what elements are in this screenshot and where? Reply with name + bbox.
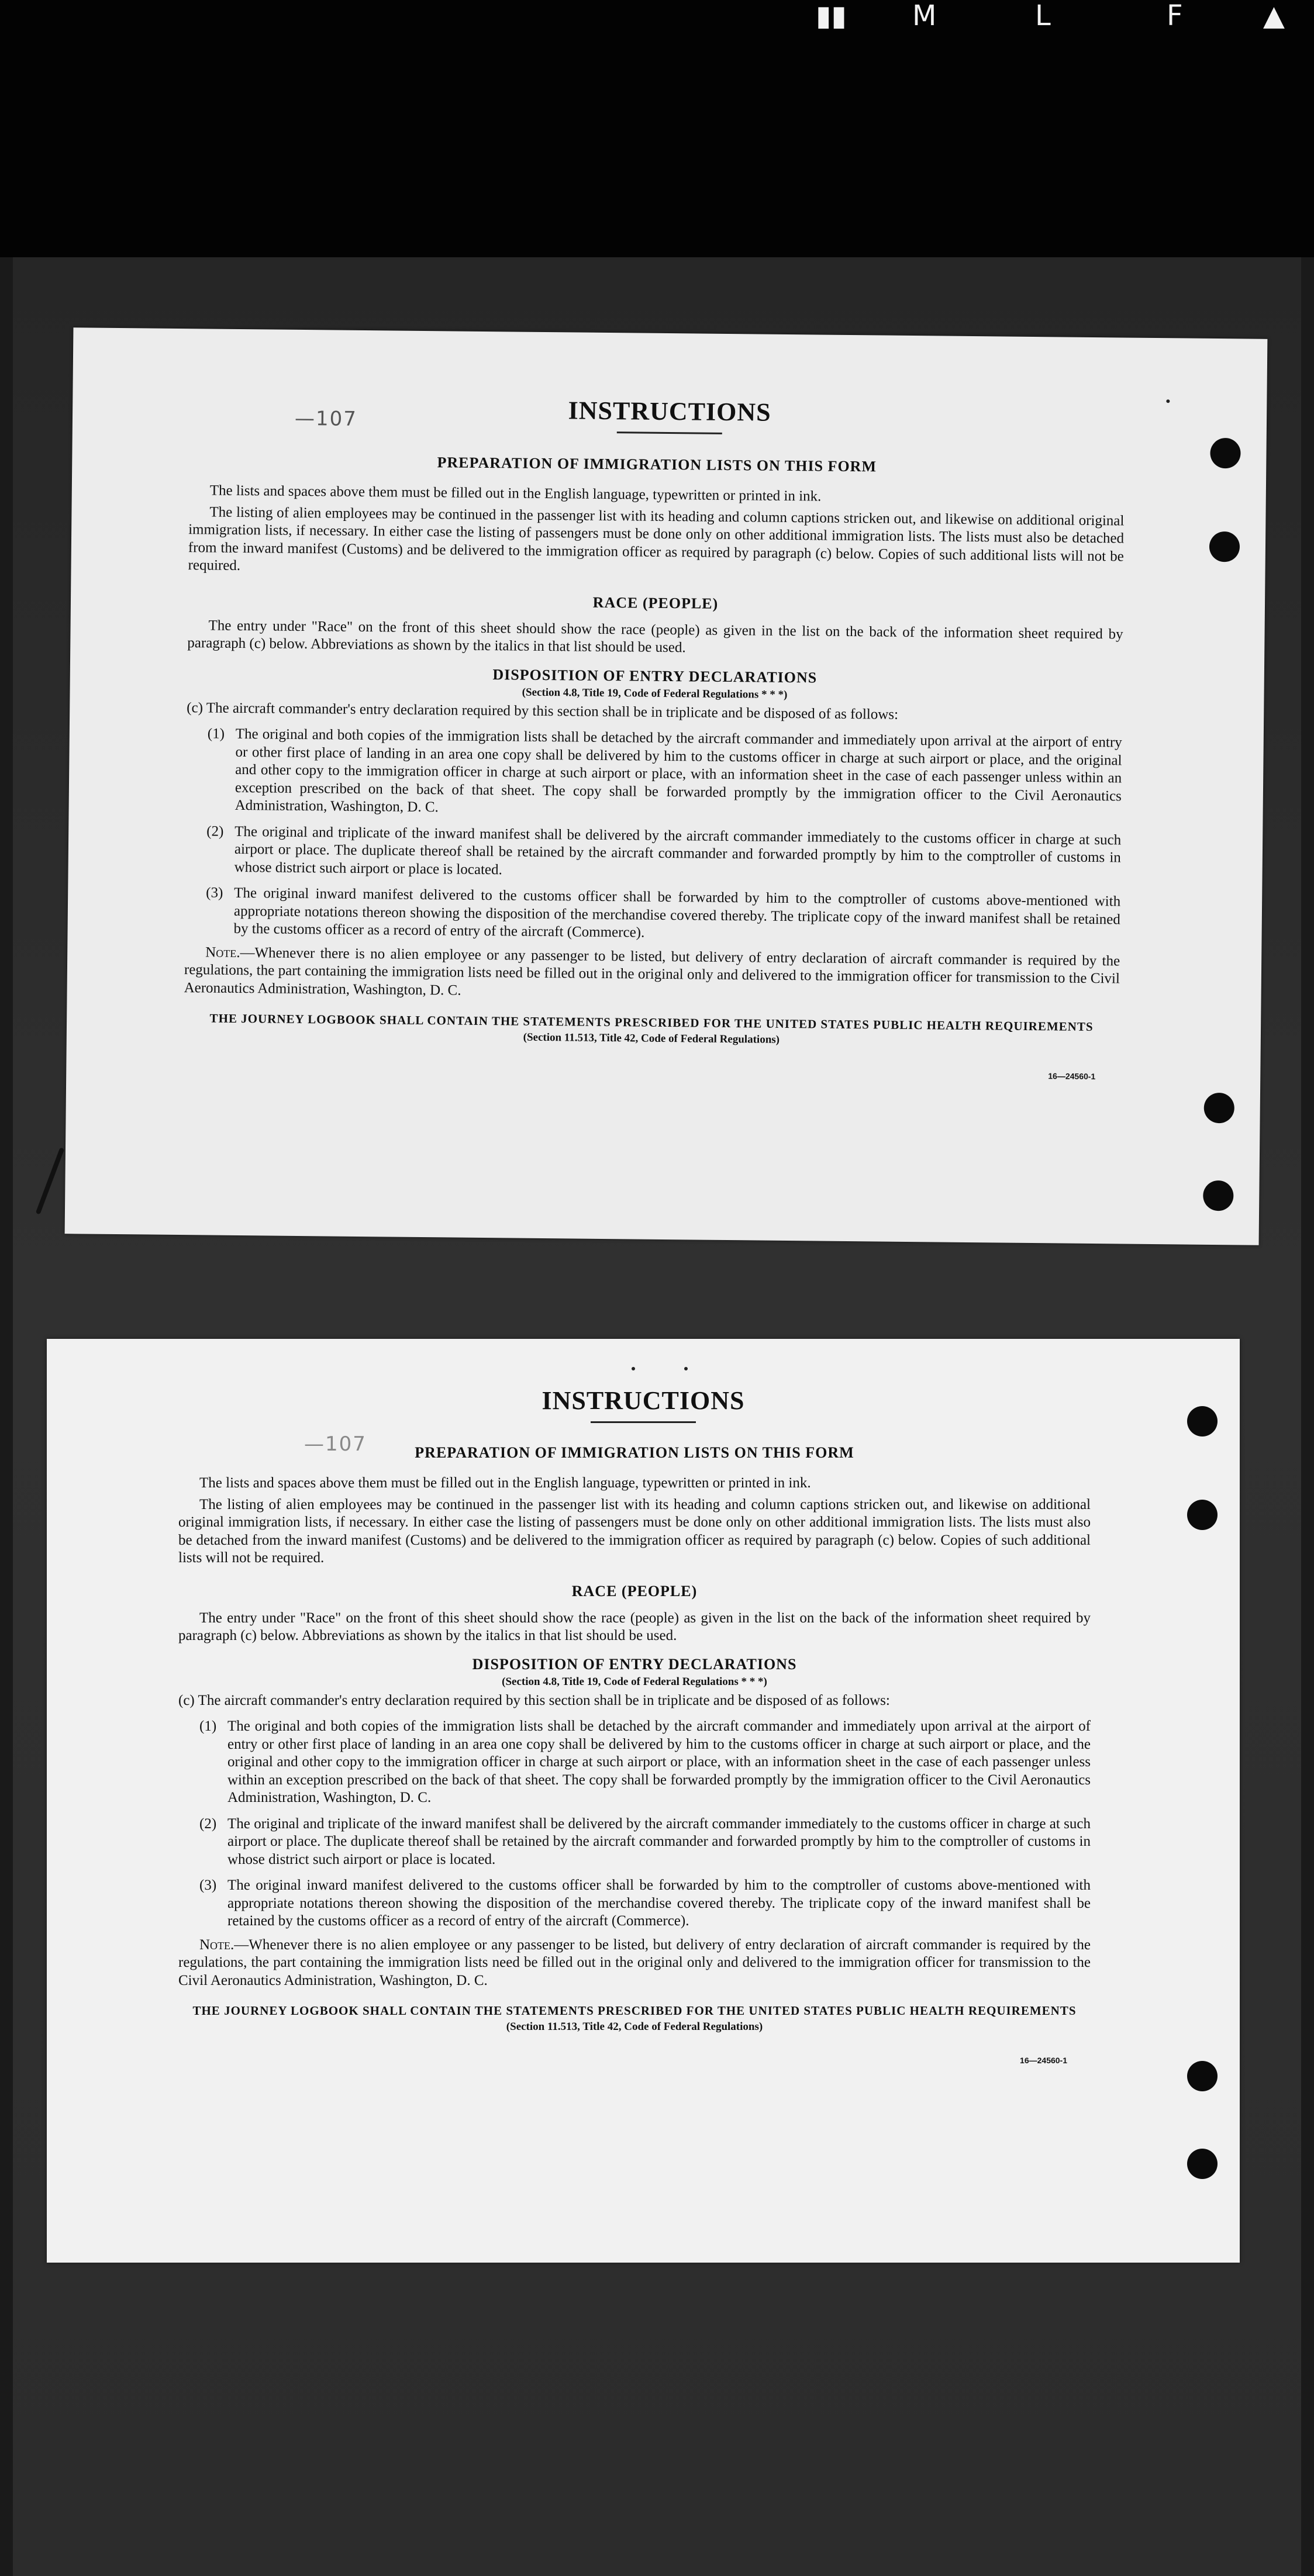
punch-hole — [1187, 1500, 1218, 1530]
note-label: Note. — [199, 1936, 234, 1953]
section-citation: (Section 4.8, Title 19, Code of Federal Regulations * * *) — [522, 686, 788, 701]
list-item — [205, 884, 1120, 947]
film-mark-m: M — [912, 0, 937, 32]
list-item-text: The original and both copies of the immigration lists shall be detached by the aircraft commander and immediately upon arrival at the airport of entry or other first place of landing in an area one copy shall be delivered by him to the customs officer in charge at such airport or place, and the original and other copy to the immigration officer in charge at such airport or place, with an information sheet in the case of each passenger unless within an exception prescribed on the back of that sheet. The copy shall be forwarded promptly by the immigration officer to the Civil Aeronautics Administration, Washington, D. C. — [234, 726, 1122, 816]
list-item-text: The original and triplicate of the inward manifest shall be delivered by the aircraft commander immediately to the customs officer in charge at such airport or place. The duplicate thereof shall be retained by the aircraft commander and forwarded promptly by him to the comptroller of customs in whose district such airport or place is located. — [234, 823, 1122, 878]
list-item — [199, 1815, 1091, 1869]
paragraph: The entry under "Race" on the front of this sheet should show the race (people) as given in the list on the back of the information sheet required by paragraph (c) below. Abbreviations as shown by the italics in that list should be used. — [178, 1610, 1091, 1643]
specks — [632, 1367, 635, 1370]
paragraph: (c) The aircraft commander's entry declaration required by this section shall be in triplicate and be disposed of as follows: — [178, 1692, 890, 1708]
note-text: —Whenever there is no alien employee or any passenger to be listed, but delivery of entry declaration of aircraft commander is required by the regulations, the part containing the immigration lists need be filled out in the original only and delivered to the immigration officer for transmission to the Civil Aeronautics Administration, Washington, D. C. — [184, 944, 1120, 999]
list-item — [207, 725, 1122, 823]
note-text: —Whenever there is no alien employee or any passenger to be listed, but delivery of entry declaration of aircraft commander is required by the regulations, the part containing the immigration lists need be filled out in the original only and delivered to the immigration officer for transmission to the Civil Aeronautics Administration, Washington, D. C. — [178, 1936, 1091, 1988]
list-item-number: (2) — [199, 1815, 217, 1832]
list-item-number: (2) — [206, 823, 224, 840]
specks — [684, 1367, 688, 1370]
section-heading-race: RACE (PEOPLE) — [592, 593, 719, 612]
paragraph: The lists and spaces above them must be filled out in the English language, typewritten or printed in ink. — [199, 1475, 811, 1491]
section-heading-disposition: DISPOSITION OF ENTRY DECLARATIONS — [492, 665, 818, 686]
film-edge-left — [0, 257, 13, 2576]
instruction-sheet-upper — [65, 327, 1268, 1245]
note-label: Note. — [205, 944, 240, 961]
paragraph: The lists and spaces above them must be filled out in the English language, typewritten or printed in ink. — [209, 482, 822, 505]
list-item-number: (3) — [206, 885, 223, 901]
list-item-text: The original inward manifest delivered to the customs officer shall be forwarded by him to the comptroller of customs above-mentioned with appropriate notations thereon showing the disposition of the merchandise covered thereby. The triplicate copy of the inward manifest shall be retained by the customs officer as a record of entry of the aircraft (Commerce). — [227, 1877, 1091, 1929]
punch-hole — [1187, 2061, 1218, 2091]
list-item-text: The original and both copies of the immigration lists shall be detached by the aircraft commander and immediately upon arrival at the airport of entry or other first place of landing in an area one copy shall be delivered by him to the customs officer in charge at such airport or place, and the original and other copy to the immigration officer in charge at such airport or place, with an information sheet in the case of each passenger unless within an exception prescribed on the back of that sheet. The copy shall be forwarded promptly by the immigration officer to the Civil Aeronautics Administration, Washington, D. C. — [227, 1718, 1091, 1805]
footer-citation: (Section 11.513, Title 42, Code of Federal Regulations) — [506, 2021, 763, 2033]
footer-requirements: THE JOURNEY LOGBOOK SHALL CONTAIN THE STATEMENTS PRESCRIBED FOR THE UNITED STATES PUBLIC HEALTH REQUIREMENTS — [209, 1011, 1094, 1034]
list-item — [199, 1718, 1091, 1807]
page-title: INSTRUCTIONS — [568, 396, 771, 427]
list-item — [206, 823, 1121, 885]
list-item-number: (1) — [207, 726, 225, 742]
film-mark-bars: ▮▮ — [816, 0, 847, 32]
section-citation: (Section 4.8, Title 19, Code of Federal Regulations * * *) — [502, 1675, 767, 1688]
list-item-number: (3) — [199, 1877, 217, 1893]
note-paragraph — [178, 1936, 1091, 1990]
paragraph: The listing of alien employees may be continued in the passenger list with its heading and column captions stricken out, and likewise on additional original immigration lists, if necessary. In either case the listing of passengers must be done only on other additional immigration lists. The lists must also be detached from the inward manifest (Customs) and be delivered to the immigration officer as required by paragraph (c) below. Copies of such additional lists will not be required. — [188, 503, 1125, 574]
paragraph: The listing of alien employees may be continued in the passenger list with its heading and column captions stricken out, and likewise on additional original immigration lists, if necessary. In either case the listing of passengers must be done only on other additional immigration lists. The lists must also be detached from the inward manifest (Customs) and be delivered to the immigration officer as required by paragraph (c) below. Copies of such additional lists will not be required. — [178, 1496, 1091, 1566]
list-item-number: (1) — [199, 1718, 217, 1734]
film-mark-l: L — [1035, 0, 1051, 32]
punch-hole — [1203, 1180, 1233, 1211]
title-rule — [617, 431, 722, 434]
section-heading-race: RACE (PEOPLE) — [571, 1582, 698, 1600]
section-heading-disposition: DISPOSITION OF ENTRY DECLARATIONS — [472, 1655, 797, 1673]
footer-requirements: THE JOURNEY LOGBOOK SHALL CONTAIN THE STATEMENTS PRESCRIBED FOR THE UNITED STATES PUBLIC HEALTH REQUIREMENTS — [192, 2004, 1077, 2018]
section-heading-preparation: PREPARATION OF IMMIGRATION LISTS ON THIS FORM — [437, 454, 877, 475]
footer-citation: (Section 11.513, Title 42, Code of Federal Regulations) — [523, 1031, 780, 1046]
section-heading-preparation: PREPARATION OF IMMIGRATION LISTS ON THIS FORM — [415, 1444, 854, 1461]
punch-hole — [1209, 531, 1240, 562]
handwritten-mark: —107 — [294, 406, 358, 431]
handwritten-mark: —107 — [304, 1432, 367, 1456]
form-number: 16—24560-1 — [1020, 2056, 1067, 2065]
form-number: 16—24560-1 — [1048, 1071, 1096, 1082]
paragraph: (c) The aircraft commander's entry declaration required by this section shall be in triplicate and be disposed of as follows: — [187, 699, 899, 723]
film-edge-right — [1301, 257, 1314, 2576]
film-header-band — [0, 0, 1314, 257]
list-item-text: The original inward manifest delivered to the customs officer shall be forwarded by him to the comptroller of customs above-mentioned with appropriate notations thereon showing the disposition of the merchandise covered thereby. The triplicate copy of the inward manifest shall be retained by the customs officer as a record of entry of the aircraft (Commerce). — [233, 885, 1121, 941]
list-item — [199, 1877, 1091, 1931]
punch-hole — [1210, 438, 1240, 468]
punch-hole — [1187, 2149, 1218, 2179]
film-mark-triangle: ▲ — [1263, 0, 1285, 32]
title-rule — [591, 1421, 696, 1423]
page-title: INSTRUCTIONS — [542, 1386, 745, 1415]
paragraph: The entry under "Race" on the front of this sheet should show the race (people) as given in the list on the back of the information sheet required by paragraph (c) below. Abbreviations as shown by the italics in that list should be used. — [187, 617, 1123, 656]
punch-hole — [1204, 1093, 1234, 1123]
note-paragraph — [184, 944, 1120, 1006]
list-item-text: The original and triplicate of the inward manifest shall be delivered by the aircraft commander immediately to the customs officer in charge at such airport or place. The duplicate thereof shall be retained by the aircraft commander and forwarded promptly by him to the comptroller of customs in whose district such airport or place is located. — [227, 1815, 1091, 1867]
film-mark-f: F — [1167, 0, 1183, 32]
instruction-sheet-lower — [47, 1339, 1240, 2263]
